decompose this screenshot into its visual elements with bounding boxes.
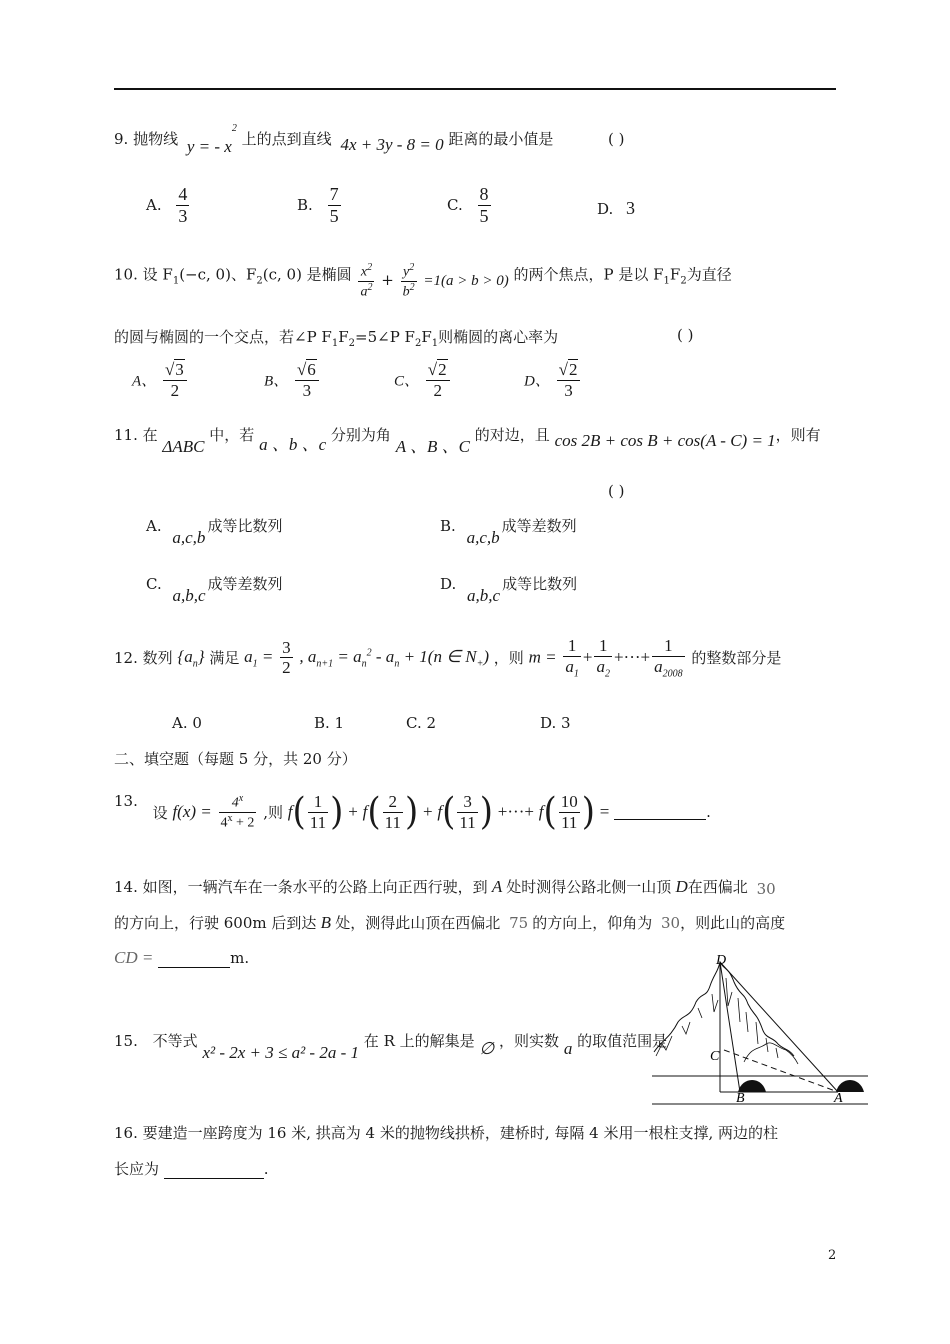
question-14-line1: 14. 如图，一辆汽车在一条水平的公路上向正西行驶，到 A 处时测得公路北侧一山顶 D在西偏北 30 xyxy=(114,877,776,898)
q16-answer-blank[interactable] xyxy=(164,1164,264,1179)
q12-option-a: A. 0 xyxy=(172,714,202,732)
page-number: 2 xyxy=(828,1248,837,1263)
q11-option-c: C. a,b,c成等差数列 xyxy=(146,575,283,605)
q9-stem-c: 距离的最小值是 xyxy=(448,130,554,148)
q10-bracket: ( ) xyxy=(677,326,694,344)
question-9 xyxy=(114,123,554,168)
question-12: 12. 数列 $\{a_n\}$ 满足 $a_1$ = $\frac{3}{2}$ , $a_{n+1} = a_n^2 - a_n + 1(n$ ∈ $N_+$) ，则 m = $\frac{1}{a_1}$ + $\frac{1}{a_2}$ +···+ $\frac{1}{a_{2008}}$ 的整数部分是 xyxy=(114,636,782,679)
q9-parabola: y = - $x^2$ xyxy=(186,123,237,156)
section-2-heading: 二、填空题（每题 5 分，共 20 分） xyxy=(114,750,357,768)
q10-option-a: A、 $\frac{√3}{2}$ xyxy=(132,360,189,400)
question-13: 13. 设 f(x) = $\frac{4^x}{4^x + 2}$ ,则 f( $\frac{1}{11}$ ) + f( $\frac{2}{11}$ ) + f( $\frac{3}{11}$ ) +···+ f( $\frac{10}{11}$ ) = . xyxy=(114,790,711,835)
q11-bracket: ( ) xyxy=(608,482,625,500)
question-14-line3: CD = m. xyxy=(114,948,250,967)
q11-option-b: B. a,c,b成等差数列 xyxy=(440,517,577,547)
q11-option-d: D. a,b,c成等比数列 xyxy=(440,575,578,605)
question-10: 10. 设 $F_1(-c$, 0)、$F_2(c$, 0) 是椭圆 $\frac{x^2}{a^2}$ + $\frac{y^2}{b^2}$ =1(a > b > 0) 的两个焦点，P 是以 $F_1F_2$为直径 xyxy=(114,262,732,300)
mountain-figure xyxy=(648,952,872,1112)
q9-stem-a: 9. 抛物线 xyxy=(114,130,179,148)
q10-line2: 的圆与椭圆的一个交点，若∠P $F_1F_2=5\angle P$ $F_2F_1$则椭圆的离心率为 xyxy=(114,328,559,349)
question-16-line2: 长应为 . xyxy=(114,1160,269,1178)
q9-option-a: A. $\frac{4}{3}$ xyxy=(146,184,188,226)
q9-option-c: C. $\frac{8}{5}$ xyxy=(447,184,489,226)
q9-option-b: B. $\frac{7}{5}$ xyxy=(297,184,339,226)
q10-condition: =1(a > b > 0) xyxy=(423,273,509,290)
question-11: 11. 在 ΔABC 中，若 a 、b 、c 分别为角 A 、B 、C 的对边，且 cos 2B + cos B + cos(A - C) = 1，则有 xyxy=(114,426,821,456)
q9-option-d: D. 3 xyxy=(597,198,636,218)
q10-option-c: C、 $\frac{√2}{2}$ xyxy=(394,360,452,400)
figure-label-b: B xyxy=(736,1091,745,1106)
q12-option-b: B. 1 xyxy=(314,714,345,732)
q9-stem-b: 上的点到直线 xyxy=(241,130,332,148)
q9-bracket: ( ) xyxy=(608,130,625,148)
q10-option-b: B、 $\frac{√6}{3}$ xyxy=(264,360,321,400)
figure-label-a: A xyxy=(834,1091,843,1106)
q12-option-d: D. 3 xyxy=(540,714,571,732)
q13-answer-blank[interactable] xyxy=(614,805,706,820)
q10-option-d: D、 $\frac{√2}{3}$ xyxy=(524,360,582,400)
q10-y-frac: $\frac{y^2}{b^2}$ xyxy=(402,262,415,300)
question-14-line2: 的方向上，行驶 600m 后到达 B 处，测得此山顶在西偏北 75 的方向上，仰角为 30，则此山的高度 xyxy=(114,913,786,932)
question-15: 15. 不等式 x² - 2x + 3 ≤ a² - 2a - 1 在 R 上的解集是 ∅ ，则实数 a 的取值范围是 xyxy=(114,1032,668,1062)
figure-label-d: D xyxy=(716,953,727,968)
q10-x-frac: $\frac{x^2}{a^2}$ xyxy=(360,262,373,300)
header-rule xyxy=(114,88,836,90)
question-16-line1: 16. 要建造一座跨度为 16 米, 拱高为 4 米的抛物线拱桥，建桥时, 每隔 4 米用一根柱支撑, 两边的柱 xyxy=(114,1124,779,1142)
q11-option-a: A. a,c,b成等比数列 xyxy=(146,517,283,547)
figure-label-c: C xyxy=(710,1049,720,1064)
q12-option-c: C. 2 xyxy=(406,714,437,732)
q15-stem-tail: 的取值范围是 xyxy=(577,1032,668,1050)
q9-line-eq: 4x + 3y - 8 = 0 xyxy=(340,135,444,154)
q14-answer-blank[interactable] xyxy=(158,955,230,968)
